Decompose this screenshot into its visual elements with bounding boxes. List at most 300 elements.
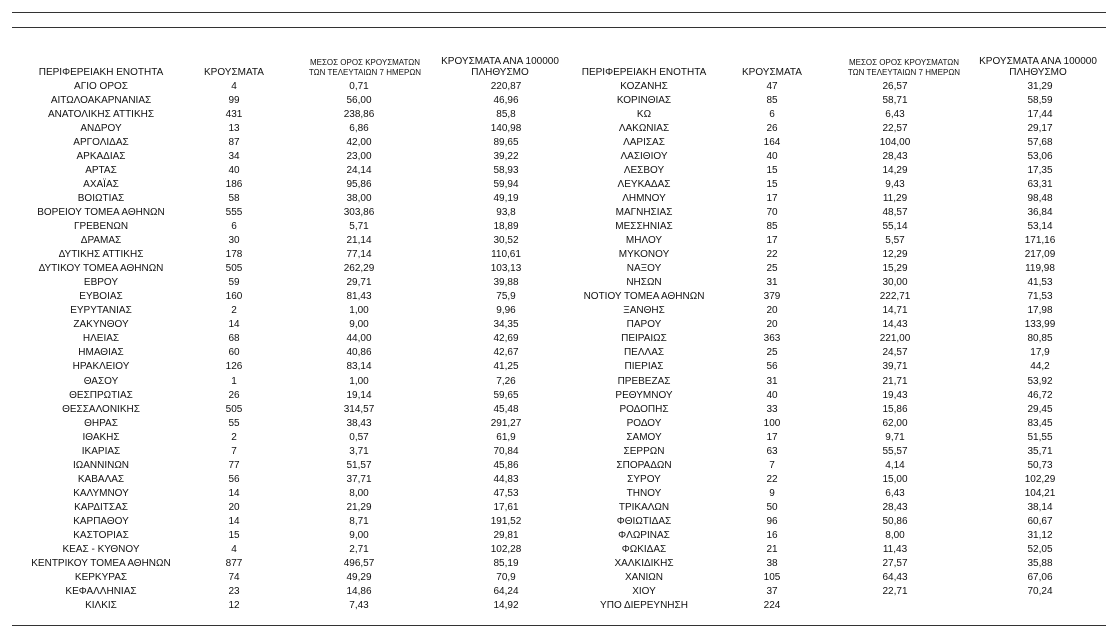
table-row	[12, 472, 572, 486]
table-row	[12, 599, 572, 613]
cases-cell: 7	[769, 459, 775, 471]
region-cell: ΚΕΡΚΥΡΑΣ	[74, 572, 128, 584]
cases-cell: 20	[766, 319, 778, 331]
cases-cell: 14	[228, 487, 240, 499]
table-row	[12, 107, 572, 121]
per100k-cell: 29,81	[493, 530, 519, 542]
per100k-cell: 17,98	[1027, 305, 1053, 317]
per100k-cell: 38,14	[1027, 501, 1053, 513]
left-header-region-text: ΠΕΡΙΦΕΡΕΙΑΚΗ ΕΝΟΤΗΤΑ	[38, 67, 164, 78]
per100k-cell: 53,92	[1027, 375, 1053, 387]
cases-cell: 505	[225, 403, 243, 415]
cases-cell: 9	[769, 487, 775, 499]
cases-cell: 25	[766, 263, 778, 275]
cases-cell: 22	[766, 249, 778, 261]
table-row	[12, 360, 572, 374]
region-cell: ΛΕΥΚΑΔΑΣ	[617, 178, 671, 190]
per100k-cell: 93,8	[496, 206, 516, 218]
per100k-cell: 39,88	[493, 277, 519, 289]
region-cell: ΙΘΑΚΗΣ	[82, 431, 120, 443]
cases-cell: 33	[766, 403, 778, 415]
region-cell: ΙΩΑΝΝΙΝΩΝ	[72, 459, 130, 471]
avg7-cell: 5,57	[885, 235, 905, 247]
table-row	[560, 276, 1106, 290]
cases-cell: 877	[225, 558, 243, 570]
cases-cell: 23	[228, 586, 240, 598]
table-row	[560, 346, 1106, 360]
avg7-cell: 22,57	[882, 122, 908, 134]
per100k-cell: 85,19	[493, 558, 519, 570]
table-row	[12, 430, 572, 444]
right-header-region	[560, 50, 728, 78]
table-row	[560, 444, 1106, 458]
region-cell: ΧΑΝΙΩΝ	[624, 572, 664, 584]
table-row	[12, 571, 572, 585]
avg7-cell: 14,43	[882, 319, 908, 331]
table-row	[560, 585, 1106, 599]
right-header-cases-text: ΚΡΟΥΣΜΑΤΑ	[742, 67, 802, 78]
cases-cell: 31	[766, 277, 778, 289]
region-cell: ΣΑΜΟΥ	[626, 431, 662, 443]
region-cell: ΝΟΤΙΟΥ ΤΟΜΕΑ ΑΘΗΝΩΝ	[583, 291, 705, 303]
table-row	[560, 571, 1106, 585]
table-row	[560, 107, 1106, 121]
per100k-cell: 18,89	[493, 220, 519, 232]
per100k-cell: 51,55	[1027, 431, 1053, 443]
table-row	[560, 304, 1106, 318]
region-cell: ΜΕΣΣΗΝΙΑΣ	[615, 220, 673, 232]
region-cell: ΚΑΣΤΟΡΙΑΣ	[73, 530, 129, 542]
cases-cell: 13	[228, 122, 240, 134]
region-cell: ΣΕΡΡΩΝ	[623, 445, 665, 457]
right-data-table	[560, 79, 1106, 613]
table-row	[560, 318, 1106, 332]
table-row	[12, 332, 572, 346]
avg7-cell: 64,43	[882, 572, 908, 584]
per100k-cell: 7,26	[496, 375, 516, 387]
cases-cell: 31	[766, 375, 778, 387]
per100k-cell: 70,24	[1027, 586, 1053, 598]
cases-cell: 85	[766, 94, 778, 106]
cases-cell: 14	[228, 515, 240, 527]
table-row	[560, 514, 1106, 528]
left-data-table	[12, 79, 572, 613]
region-cell: ΕΥΡΥΤΑΝΙΑΣ	[70, 305, 132, 317]
per100k-cell: 63,31	[1027, 178, 1053, 190]
per100k-cell: 58,59	[1027, 94, 1053, 106]
avg7-cell: 22,71	[882, 586, 908, 598]
cases-cell: 26	[766, 122, 778, 134]
left-header-avg7	[295, 50, 435, 78]
region-cell: ΠΕΛΛΑΣ	[623, 347, 665, 359]
per100k-cell: 220,87	[490, 80, 522, 92]
table-row	[12, 486, 572, 500]
avg7-cell: 8,00	[885, 530, 905, 542]
region-cell: ΘΗΡΑΣ	[84, 417, 118, 429]
avg7-cell: 6,43	[885, 108, 905, 120]
region-cell: ΤΡΙΚΑΛΩΝ	[618, 501, 670, 513]
table-row	[12, 177, 572, 191]
table-row	[12, 290, 572, 304]
per100k-cell: 46,96	[493, 94, 519, 106]
avg7-cell: 221,00	[879, 333, 911, 345]
region-cell: ΒΟΡΕΙΟΥ ΤΟΜΕΑ ΑΘΗΝΩΝ	[37, 206, 165, 218]
table-row	[12, 557, 572, 571]
table-row	[560, 177, 1106, 191]
region-cell: ΜΑΓΝΗΣΙΑΣ	[615, 206, 673, 218]
avg7-cell: 104,00	[879, 136, 911, 148]
region-cell: ΥΠΟ ΔΙΕΡΕΥΝΗΣΗ	[600, 600, 688, 612]
cases-cell: 164	[763, 136, 781, 148]
avg7-cell: 222,71	[879, 291, 911, 303]
avg7-cell: 9,43	[885, 178, 905, 190]
avg7-cell: 6,86	[349, 122, 369, 134]
top-rule-second	[12, 27, 1106, 28]
per100k-cell: 50,73	[1027, 459, 1053, 471]
per100k-cell: 39,22	[493, 150, 519, 162]
region-cell: ΗΜΑΘΙΑΣ	[78, 347, 124, 359]
region-cell: ΛΑΚΩΝΙΑΣ	[618, 122, 670, 134]
region-cell: ΓΡΕΒΕΝΩΝ	[73, 220, 129, 232]
region-cell: ΑΡΤΑΣ	[85, 164, 117, 176]
per100k-cell: 102,28	[490, 544, 522, 556]
cases-cell: 17	[766, 192, 778, 204]
table-row	[12, 585, 572, 599]
per100k-cell: 60,67	[1027, 515, 1053, 527]
table-row	[560, 149, 1106, 163]
per100k-cell: 71,53	[1027, 291, 1053, 303]
cases-cell: 85	[766, 220, 778, 232]
region-cell: ΑΓΙΟ ΟΡΟΣ	[74, 80, 128, 92]
region-cell: ΔΥΤΙΚΗΣ ΑΤΤΙΚΗΣ	[58, 249, 144, 261]
table-row	[12, 458, 572, 472]
region-cell: ΚΑΡΠΑΘΟΥ	[73, 515, 129, 527]
cases-cell: 87	[228, 136, 240, 148]
avg7-cell	[816, 599, 974, 613]
per100k-cell: 59,94	[493, 178, 519, 190]
avg7-cell: 24,14	[346, 164, 372, 176]
per100k-cell: 58,93	[493, 164, 519, 176]
avg7-cell: 51,57	[346, 459, 372, 471]
per100k-cell: 41,53	[1027, 277, 1053, 289]
cases-cell: 7	[231, 445, 237, 457]
per100k-cell: 53,14	[1027, 220, 1053, 232]
region-cell: ΕΒΡΟΥ	[83, 277, 119, 289]
avg7-cell: 56,00	[346, 94, 372, 106]
per100k-cell: 70,9	[496, 572, 516, 584]
table-row	[560, 486, 1106, 500]
region-cell: ΚΕΝΤΡΙΚΟΥ ΤΟΜΕΑ ΑΘΗΝΩΝ	[31, 558, 171, 570]
table-row	[560, 374, 1106, 388]
per100k-cell: 49,19	[493, 192, 519, 204]
cases-cell: 1	[231, 375, 237, 387]
region-cell: ΝΗΣΩΝ	[626, 277, 662, 289]
region-cell: ΛΗΜΝΟΥ	[622, 192, 666, 204]
table-row	[12, 262, 572, 276]
cases-cell: 96	[766, 515, 778, 527]
right-header-per100k-line2: ΠΛΗΘΥΣΜΟ	[1009, 67, 1067, 78]
avg7-cell: 50,86	[882, 515, 908, 527]
cases-cell: 56	[228, 473, 240, 485]
cases-cell: 224	[763, 600, 781, 612]
region-cell: ΧΙΟΥ	[632, 586, 656, 598]
region-cell: ΗΛΕΙΑΣ	[82, 333, 120, 345]
per100k-cell: 83,45	[1027, 417, 1053, 429]
region-cell: ΛΑΡΙΣΑΣ	[623, 136, 665, 148]
left-header-per100k-line1: ΚΡΟΥΣΜΑΤΑ ΑΝΑ 100000	[441, 56, 559, 67]
per100k-cell: 61,9	[496, 431, 516, 443]
per100k-cell: 140,98	[490, 122, 522, 134]
avg7-cell: 11,29	[882, 192, 908, 204]
avg7-cell: 27,57	[882, 558, 908, 570]
cases-cell: 47	[766, 80, 778, 92]
region-cell: ΠΙΕΡΙΑΣ	[624, 361, 664, 373]
table-row	[12, 248, 572, 262]
table-row	[12, 79, 572, 93]
avg7-cell: 262,29	[343, 263, 375, 275]
avg7-cell: 2,71	[349, 544, 369, 556]
table-row	[12, 346, 572, 360]
per100k-cell: 89,65	[493, 136, 519, 148]
avg7-cell: 58,71	[882, 94, 908, 106]
cases-cell: 17	[766, 431, 778, 443]
cases-cell: 20	[228, 501, 240, 513]
cases-cell: 505	[225, 263, 243, 275]
per100k-cell: 14,92	[493, 600, 519, 612]
table-row	[12, 529, 572, 543]
avg7-cell: 21,71	[882, 375, 908, 387]
region-cell: ΚΕΑΣ - ΚΥΘΝΟΥ	[62, 544, 140, 556]
table-row	[12, 149, 572, 163]
avg7-cell: 1,00	[349, 375, 369, 387]
per100k-cell	[974, 599, 1106, 613]
per100k-cell: 102,29	[1024, 473, 1056, 485]
cases-cell: 2	[231, 431, 237, 443]
cases-cell: 379	[763, 291, 781, 303]
avg7-cell: 24,57	[882, 347, 908, 359]
per100k-cell: 45,86	[493, 459, 519, 471]
avg7-cell: 5,71	[349, 220, 369, 232]
avg7-cell: 303,86	[343, 206, 375, 218]
cases-cell: 26	[228, 389, 240, 401]
table-row	[12, 234, 572, 248]
region-cell: ΝΑΞΟΥ	[626, 263, 662, 275]
region-cell: ΘΑΣΟΥ	[83, 375, 119, 387]
table-row	[12, 374, 572, 388]
avg7-cell: 314,57	[343, 403, 375, 415]
region-cell: ΡΟΔΟΥ	[626, 417, 662, 429]
avg7-cell: 238,86	[343, 108, 375, 120]
cases-cell: 34	[228, 150, 240, 162]
per100k-cell: 53,06	[1027, 150, 1053, 162]
per100k-cell: 85,8	[496, 108, 516, 120]
region-cell: ΜΗΛΟΥ	[625, 235, 663, 247]
table-row	[12, 543, 572, 557]
avg7-cell: 62,00	[882, 417, 908, 429]
cases-cell: 186	[225, 178, 243, 190]
cases-cell: 4	[231, 80, 237, 92]
region-cell: ΤΗΝΟΥ	[626, 487, 662, 499]
table-row	[12, 500, 572, 514]
avg7-cell: 48,57	[882, 206, 908, 218]
per100k-cell: 80,85	[1027, 333, 1053, 345]
region-cell: ΑΝΔΡΟΥ	[80, 122, 122, 134]
right-header-cases	[728, 50, 816, 78]
avg7-cell: 15,00	[882, 473, 908, 485]
per100k-cell: 29,17	[1027, 122, 1053, 134]
table-row	[560, 219, 1106, 233]
table-row	[560, 458, 1106, 472]
cases-cell: 17	[766, 235, 778, 247]
per100k-cell: 42,67	[493, 347, 519, 359]
avg7-cell: 21,14	[346, 235, 372, 247]
region-cell: ΦΛΩΡΙΝΑΣ	[618, 530, 670, 542]
per100k-cell: 52,05	[1027, 544, 1053, 556]
region-cell: ΛΕΣΒΟΥ	[623, 164, 665, 176]
avg7-cell: 55,14	[882, 220, 908, 232]
region-cell: ΑΧΑΪΑΣ	[83, 178, 119, 190]
cases-cell: 60	[228, 347, 240, 359]
region-cell: ΞΑΝΘΗΣ	[623, 305, 665, 317]
avg7-cell: 3,71	[349, 445, 369, 457]
per100k-cell: 47,53	[493, 487, 519, 499]
table-row	[560, 262, 1106, 276]
avg7-cell: 81,43	[346, 291, 372, 303]
avg7-cell: 95,86	[346, 178, 372, 190]
table-row	[560, 360, 1106, 374]
cases-cell: 68	[228, 333, 240, 345]
cases-cell: 15	[766, 164, 778, 176]
cases-cell: 37	[766, 586, 778, 598]
left-header-cases-text: ΚΡΟΥΣΜΑΤΑ	[204, 67, 264, 78]
per100k-cell: 70,84	[493, 445, 519, 457]
table-row	[560, 191, 1106, 205]
top-rule	[12, 12, 1106, 13]
cases-cell: 40	[228, 164, 240, 176]
avg7-cell: 9,00	[349, 530, 369, 542]
per100k-cell: 35,88	[1027, 558, 1053, 570]
per100k-cell: 119,98	[1025, 263, 1055, 275]
region-cell: ΡΕΘΥΜΝΟΥ	[615, 389, 673, 401]
cases-cell: 58	[228, 192, 240, 204]
region-cell: ΠΡΕΒΕΖΑΣ	[617, 375, 671, 387]
avg7-cell: 19,14	[346, 389, 372, 401]
cases-cell: 74	[228, 572, 240, 584]
region-cell: ΧΑΛΚΙΔΙΚΗΣ	[614, 558, 674, 570]
region-cell: ΚΑΡΔΙΤΣΑΣ	[74, 501, 128, 513]
per100k-cell: 46,72	[1027, 389, 1053, 401]
left-header-avg7-line2: ΤΩΝ ΤΕΛΕΥΤΑΙΩΝ 7 ΗΜΕΡΩΝ	[308, 68, 422, 77]
cases-cell: 99	[228, 94, 240, 106]
region-cell: ΑΝΑΤΟΛΙΚΗΣ ΑΤΤΙΚΗΣ	[47, 108, 155, 120]
cases-cell: 6	[769, 108, 775, 120]
per100k-cell: 29,45	[1027, 403, 1053, 415]
cases-cell: 4	[231, 544, 237, 556]
left-header-avg7-line1: ΜΕΣΟΣ ΟΡΟΣ ΚΡΟΥΣΜΑΤΩΝ	[309, 58, 421, 67]
avg7-cell: 77,14	[346, 249, 372, 261]
avg7-cell: 496,57	[343, 558, 375, 570]
per100k-cell: 17,61	[493, 501, 519, 513]
table-row	[12, 388, 572, 402]
region-cell: ΘΕΣΣΑΛΟΝΙΚΗΣ	[62, 403, 140, 415]
table-row	[560, 500, 1106, 514]
avg7-cell: 29,71	[346, 277, 372, 289]
right-header-avg7-line2: ΤΩΝ ΤΕΛΕΥΤΑΙΩΝ 7 ΗΜΕΡΩΝ	[847, 68, 961, 77]
region-cell: ΒΟΙΩΤΙΑΣ	[77, 192, 125, 204]
table-row	[12, 514, 572, 528]
cases-cell: 21	[766, 544, 778, 556]
per100k-cell: 133,99	[1024, 319, 1056, 331]
region-cell: ΜΥΚΟΝΟΥ	[618, 249, 670, 261]
per100k-cell: 291,27	[490, 417, 522, 429]
avg7-cell: 21,29	[346, 501, 372, 513]
avg7-cell: 1,00	[349, 305, 369, 317]
region-cell: ΑΡΓΟΛΙΔΑΣ	[73, 136, 129, 148]
per100k-cell: 64,24	[493, 586, 519, 598]
table-row	[560, 332, 1106, 346]
avg7-cell: 6,43	[885, 487, 905, 499]
region-cell: ΑΡΚΑΔΙΑΣ	[76, 150, 126, 162]
per100k-cell: 35,71	[1027, 445, 1053, 457]
region-cell: ΚΑΛΥΜΝΟΥ	[73, 487, 129, 499]
right-header-region-text: ΠΕΡΙΦΕΡΕΙΑΚΗ ΕΝΟΤΗΤΑ	[581, 67, 707, 78]
cases-cell: 63	[766, 445, 778, 457]
avg7-cell: 55,57	[882, 445, 908, 457]
table-row	[560, 121, 1106, 135]
avg7-cell: 9,00	[349, 319, 369, 331]
avg7-cell: 37,71	[346, 473, 372, 485]
per100k-cell: 44,2	[1030, 361, 1050, 373]
avg7-cell: 0,71	[349, 80, 369, 92]
table-row	[12, 191, 572, 205]
region-cell: ΔΥΤΙΚΟΥ ΤΟΜΕΑ ΑΘΗΝΩΝ	[38, 263, 164, 275]
avg7-cell: 23,00	[346, 150, 372, 162]
per100k-cell: 17,44	[1027, 108, 1053, 120]
cases-cell: 77	[228, 459, 240, 471]
cases-cell: 70	[766, 206, 778, 218]
avg7-cell: 8,71	[349, 515, 369, 527]
cases-cell: 40	[766, 389, 778, 401]
cases-cell: 2	[231, 305, 237, 317]
cases-cell: 25	[766, 347, 778, 359]
per100k-cell: 57,68	[1027, 136, 1053, 148]
cases-cell: 100	[763, 417, 781, 429]
table-row	[560, 557, 1106, 571]
table-row	[560, 93, 1106, 107]
table-row	[560, 79, 1106, 93]
region-cell: ΦΩΚΙΔΑΣ	[621, 544, 667, 556]
per100k-cell: 110,61	[491, 249, 521, 261]
avg7-cell: 83,14	[346, 361, 372, 373]
per100k-cell: 30,52	[493, 235, 519, 247]
avg7-cell: 38,43	[346, 417, 372, 429]
region-cell: ΚΙΛΚΙΣ	[85, 600, 117, 612]
avg7-cell: 11,43	[882, 544, 908, 556]
cases-cell: 40	[766, 150, 778, 162]
avg7-cell: 38,00	[346, 192, 372, 204]
avg7-cell: 49,29	[346, 572, 372, 584]
region-cell: ΙΚΑΡΙΑΣ	[81, 445, 121, 457]
cases-cell: 15	[228, 530, 240, 542]
bottom-rule	[12, 625, 1106, 626]
per100k-cell: 103,13	[490, 263, 522, 275]
avg7-cell: 26,57	[882, 80, 908, 92]
right-header-per100k-line1: ΚΡΟΥΣΜΑΤΑ ΑΝΑ 100000	[979, 56, 1097, 67]
table-row	[12, 219, 572, 233]
avg7-cell: 28,43	[882, 150, 908, 162]
per100k-cell: 9,96	[496, 305, 516, 317]
region-cell: ΔΡΑΜΑΣ	[80, 235, 122, 247]
